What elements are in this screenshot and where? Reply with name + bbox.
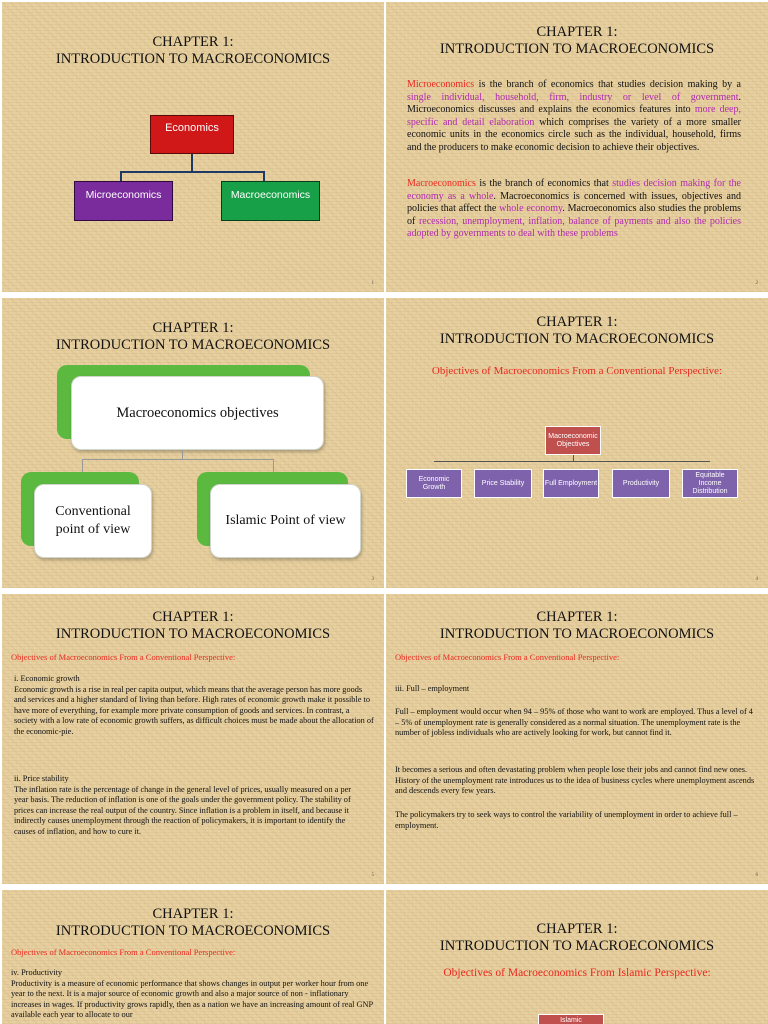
slide-3[interactable] (2, 298, 384, 588)
islamic-root-box: Islamic (538, 1014, 604, 1024)
slide-7[interactable] (2, 890, 384, 1024)
objective-box: Full Employment (543, 469, 599, 498)
page-number: 4 (755, 577, 758, 582)
page-number: 6 (755, 873, 758, 878)
objective-box: Price Stability (474, 469, 532, 498)
objective-box: Economic Growth (406, 469, 462, 498)
slide-heading: CHAPTER 1: INTRODUCTION TO MACROECONOMICS (55, 34, 331, 67)
slide-subtitle: Objectives of Macroeconomics From a Conventional Perspective: (11, 947, 236, 957)
slide-heading: CHAPTER 1: INTRODUCTION TO MACROECONOMICS (55, 609, 331, 642)
slide-heading: CHAPTER 1: INTRODUCTION TO MACROECONOMICS (439, 609, 715, 642)
conventional-card: Conventional point of view (34, 484, 152, 558)
full-employment-paragraph: It becomes a serious and often devastating problem when people lose their jobs and cannot find new ones. History of the unemployment rate introduces us to the idea of business cycles where unemployment ascends and descends every few years. (395, 765, 755, 796)
connector (434, 461, 710, 462)
page-number: 2 (755, 281, 758, 286)
productivity-section: iv. Productivity Productivity is a measure of economic performance that shows changes in output per worker hour from one year to the next. It is a major source of economic growth and also a major source of non - inflationary increases in wages. If productivity grows rapidly, then as a nation we have an increasing amount of real GNP available each year to allocate to our (11, 968, 373, 1020)
full-employment-paragraph: The policymakers try to seek ways to control the variability of unemployment in order to achieve full – employment. (395, 810, 738, 830)
slide-heading: CHAPTER 1: INTRODUCTION TO MACROECONOMICS (439, 24, 715, 57)
objective-box: Productivity (612, 469, 670, 498)
page-number: 5 (371, 873, 374, 878)
macroeconomics-box: Macroeconomics (221, 181, 320, 221)
connector (273, 459, 274, 473)
economics-box: Economics (150, 115, 234, 154)
slide-1[interactable] (2, 2, 384, 292)
full-employment-paragraph: Full – employment would occur when 94 – 95% of those who want to work are employed. Thus a level of 4 – 5% of unemployment rate is generally considered as a normal situation. The unemployment rate is the number of jobless individuals who are actively looking for work, but cannot find it. (395, 707, 753, 738)
page-number: 1 (371, 281, 374, 286)
slide-6[interactable] (386, 594, 768, 884)
connector (82, 459, 83, 473)
slide-heading: CHAPTER 1: INTRODUCTION TO MACROECONOMICS (55, 320, 331, 353)
slide-subtitle: Objectives of Macroeconomics From a Conventional Perspective: (431, 365, 723, 377)
connector (191, 154, 193, 172)
price-stability-section: ii. Price stability The inflation rate is the percentage of change in the general level of prices, usually measured on a per year basis. The reduction of inflation is one of the goals under the government policy. The stability of prices can increase the real output of the country. Since inflation is a problem in itself, and because it indirectly causes unemployment through the reaction of policymakers, it is important to identify the causes of inflation, and how to cure it. (14, 774, 352, 836)
microeconomics-box: Microeconomics (74, 181, 173, 221)
slide-heading: CHAPTER 1: INTRODUCTION TO MACROECONOMICS (439, 921, 715, 954)
connector (120, 171, 265, 173)
objective-box: Equitable Income Distribution (682, 469, 738, 498)
slide-2[interactable] (386, 2, 768, 292)
page-number: 3 (371, 577, 374, 582)
slide-subtitle: Objectives of Macroeconomics From a Conventional Perspective: (395, 652, 620, 662)
connector (263, 171, 265, 181)
slide-subtitle: Objectives of Macroeconomics From Islamic Perspective: (443, 967, 711, 979)
macroeconomics-definition: Macroeconomics is the branch of economics that studies decision making for the economy as a whole. Macroeconomics is concerned with issues, objectives and policies that affect the whole economy. Macroeconomics also studies the problems of recession, unemployment, inflation, balance of payments and also the policies adopted by governments to deal with these problems (407, 178, 741, 240)
connector (120, 171, 122, 181)
slide-8[interactable] (386, 890, 768, 1024)
slide-heading: CHAPTER 1: INTRODUCTION TO MACROECONOMICS (439, 314, 715, 347)
islamic-card: Islamic Point of view (210, 484, 361, 558)
slide-5[interactable] (2, 594, 384, 884)
economic-growth-section: i. Economic growth Economic growth is a rise in real per capita output, which means that the average person has more goods and services and a higher standard of living than before. High rates of economic growth make it possible to have more of everything, for example more private consumption of goods and services. In contrast, a society with a low rate of economic growth suffers, as difficult choices must be made about the allocation of the economic-pie. (14, 674, 374, 736)
slide-heading: CHAPTER 1: INTRODUCTION TO MACROECONOMICS (55, 906, 331, 939)
objectives-root-box: Macroeconomic Objectives (545, 426, 601, 455)
connector (82, 459, 274, 460)
full-employment-heading: iii. Full – employment (395, 684, 470, 693)
slide-4[interactable] (386, 298, 768, 588)
microeconomics-definition: Microeconomics is the branch of economics that studies decision making by a single individual, household, firm, industry or level of government. Microeconomics discusses and explains the economics features into more deep, specific and detail elaboration which comprises the variety of a more smaller economic units in the economics circle such as the individual, household, firms and the producers to make economic decision to achieve their objectives. (407, 79, 742, 153)
objectives-card: Macroeconomics objectives (71, 376, 324, 450)
slide-subtitle: Objectives of Macroeconomics From a Conventional Perspective: (11, 652, 236, 662)
